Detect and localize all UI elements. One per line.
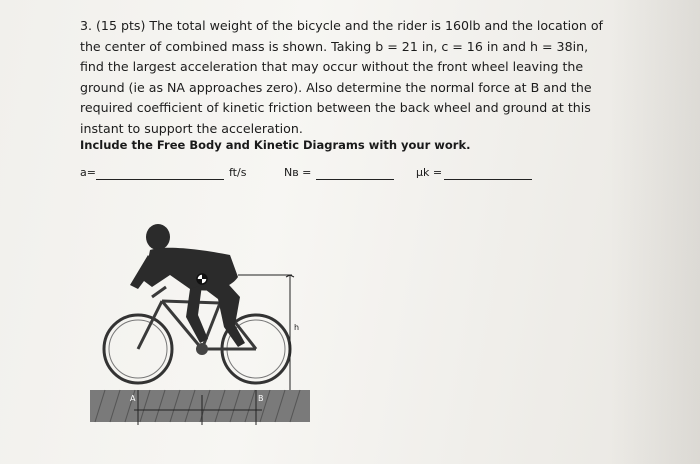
mu-label: μk =	[416, 166, 443, 179]
problem-line-6: instant to support the acceleration.	[80, 120, 303, 136]
accel-blank[interactable]	[96, 179, 224, 180]
label-h: h	[294, 323, 300, 332]
bicycle-rider-figure	[90, 215, 320, 460]
problem-line-3: find the largest acceleration that may occur without the front wheel leaving the	[80, 59, 584, 74]
label-a: A	[130, 394, 136, 403]
label-b: B	[258, 394, 264, 403]
nb-blank[interactable]	[316, 179, 394, 180]
accel-label: a=	[80, 166, 96, 179]
nb-label: Nʙ =	[284, 166, 312, 179]
problem-line-1: 3. (15 pts) The total weight of the bicycle and the rider is 160lb and the location of	[80, 18, 603, 33]
problem-line-4: ground (ie as NA approaches zero). Also determine the normal force at B and the	[80, 79, 592, 95]
include-instruction: Include the Free Body and Kinetic Diagrams with your work.	[80, 138, 471, 152]
problem-line-2: the center of combined mass is shown. Taking b = 21 in, c = 16 in and h = 38in,	[80, 38, 589, 54]
accel-unit: ft/s	[229, 166, 247, 179]
problem-line-5: required coefficient of kinetic friction between the back wheel and ground at this	[80, 100, 591, 115]
problem-statement	[80, 16, 640, 139]
mu-blank[interactable]	[444, 179, 532, 180]
crank	[196, 343, 208, 355]
answer-row	[80, 166, 550, 186]
